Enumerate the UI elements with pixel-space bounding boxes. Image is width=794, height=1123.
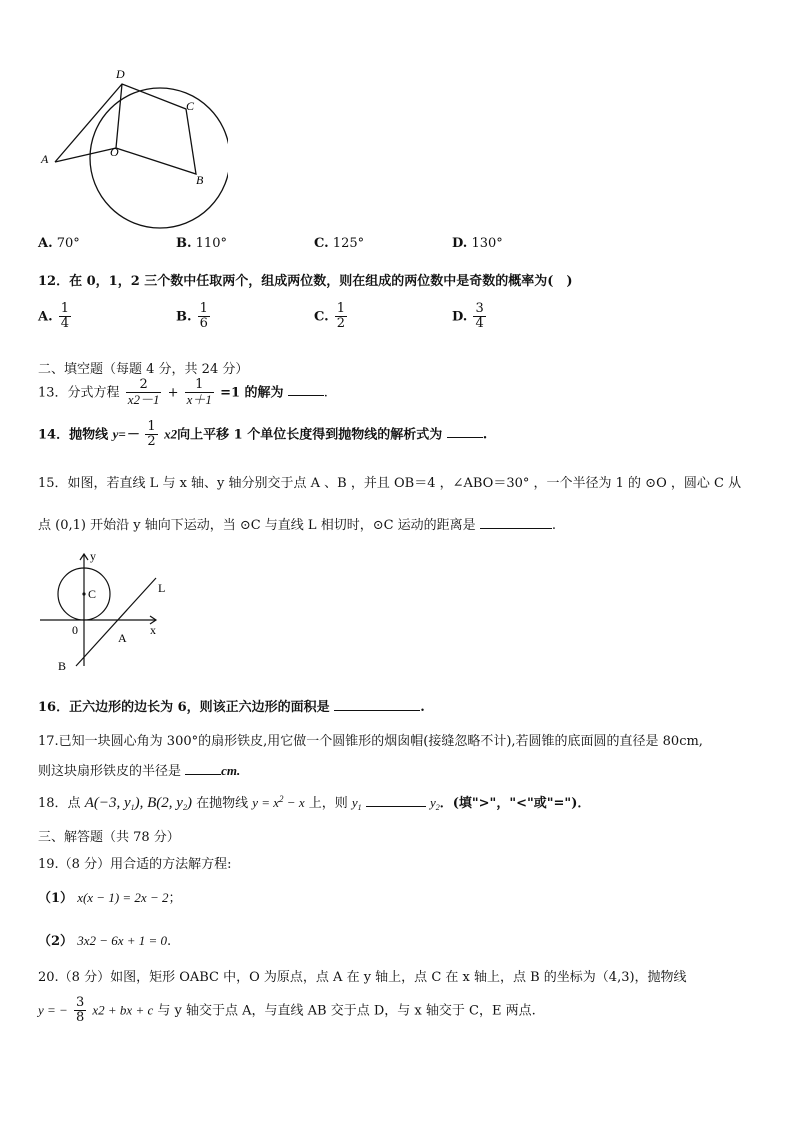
q20-line2: y = − $\frac{3}{8}$ x2 + bx + c 与 y 轴交于点 A，与直线 AB 交于点 D，与 x 轴交于 C，E 两点. [38, 995, 536, 1026]
label-b: B [196, 173, 204, 187]
q15-line2: 点 (0,1) 开始沿 y 轴向下运动，当 ⊙C 与直线 L 相切时，⊙C 运动的距离是 . [38, 518, 556, 533]
label-origin: 0 [72, 623, 78, 637]
section-solve-heading: 三、解答题（共 78 分） [38, 830, 180, 845]
label-a: A [41, 152, 49, 166]
q11-circle-figure [38, 62, 228, 238]
q13: 13．分式方程 $\frac{2}{x2-1}$ + $\frac{1}{x+1}$ =1 的解为 . [38, 377, 328, 408]
section-fill-in-heading: 二、填空题（每题 4 分，共 24 分） [38, 362, 249, 377]
q17-line1: 17.已知一块圆心角为 300°的扇形铁皮,用它做一个圆锥形的烟囱帽(接缝忽略不计),若圆锥的底面圆的直径是 80cm, [38, 734, 703, 749]
q15-answer-blank[interactable] [480, 516, 552, 529]
q17-line2: 则这块扇形铁皮的半径是 cm. [38, 763, 241, 779]
label-l: L [158, 581, 166, 595]
label-b2: B [58, 659, 67, 673]
label-c: C [186, 99, 195, 113]
q15-line1: 15．如图，若直线 L 与 x 轴、y 轴分别交于点 A 、B ，并且 OB＝4 ，∠ABO＝30° ，一个半径为 1 的 ⊙O ，圆心 C 从 [38, 476, 742, 491]
q16: 16．正六边形的边长为 6，则该正六边形的面积是 . [38, 700, 425, 715]
q11-option-d: D. 130° [452, 236, 503, 251]
q12-stem: 12．在 0，1，2 三个数中任取两个，组成两位数，则在组成的两位数中是奇数的概率为( ) [38, 274, 573, 289]
q14: 14．抛物线 y=－ $\frac{1}{2}$ x2向上平移 1 个单位长度得到抛物线的解析式为 . [38, 419, 488, 450]
q20-line1: 20.（8 分）如图，矩形 OABC 中，O 为原点，点 A 在 y 轴上，点 C 在 x 轴上，点 B 的坐标为（4,3)，抛物线 [38, 970, 687, 985]
label-d: D [116, 67, 125, 81]
q12-option-c: C. $\frac{1}{2}$ [314, 301, 346, 332]
q11-option-c: C. 125° [314, 236, 365, 251]
q15-coordinate-figure [36, 548, 166, 678]
q12-option-d: D. $\frac{3}{4}$ [452, 301, 484, 332]
q16-answer-blank[interactable] [334, 698, 420, 711]
label-y: y [90, 549, 96, 563]
label-o: O [110, 145, 119, 159]
q13-answer-blank[interactable] [288, 383, 324, 396]
q12-option-b: B. $\frac{1}{6}$ [176, 301, 208, 332]
q18-answer-blank[interactable] [366, 794, 426, 807]
q12-option-a: A. $\frac{1}{4}$ [38, 301, 70, 332]
q19-part2: （2） 3x2 − 6x + 1 = 0. [38, 933, 172, 949]
q17-answer-blank[interactable] [185, 762, 221, 775]
center-c [82, 592, 85, 595]
q11-option-a: A. 70° [38, 236, 80, 251]
label-x: x [150, 623, 156, 637]
q19-part1: （1） x(x − 1) = 2x − 2； [38, 890, 182, 906]
q11-option-b: B. 110° [176, 236, 227, 251]
q14-answer-blank[interactable] [447, 425, 483, 438]
label-a2: A [118, 631, 127, 645]
label-c2: C [88, 587, 97, 601]
segment-ao [55, 148, 116, 162]
q18: 18．点 A(−3, $y_1$), B(2, $y_2$) 在抛物线 $y = x^2 - x$ 上，则 $y_1$ $y_2$．(填">"，"<"或"=")． [38, 794, 591, 812]
q19-title: 19.（8 分）用合适的方法解方程: [38, 857, 232, 872]
